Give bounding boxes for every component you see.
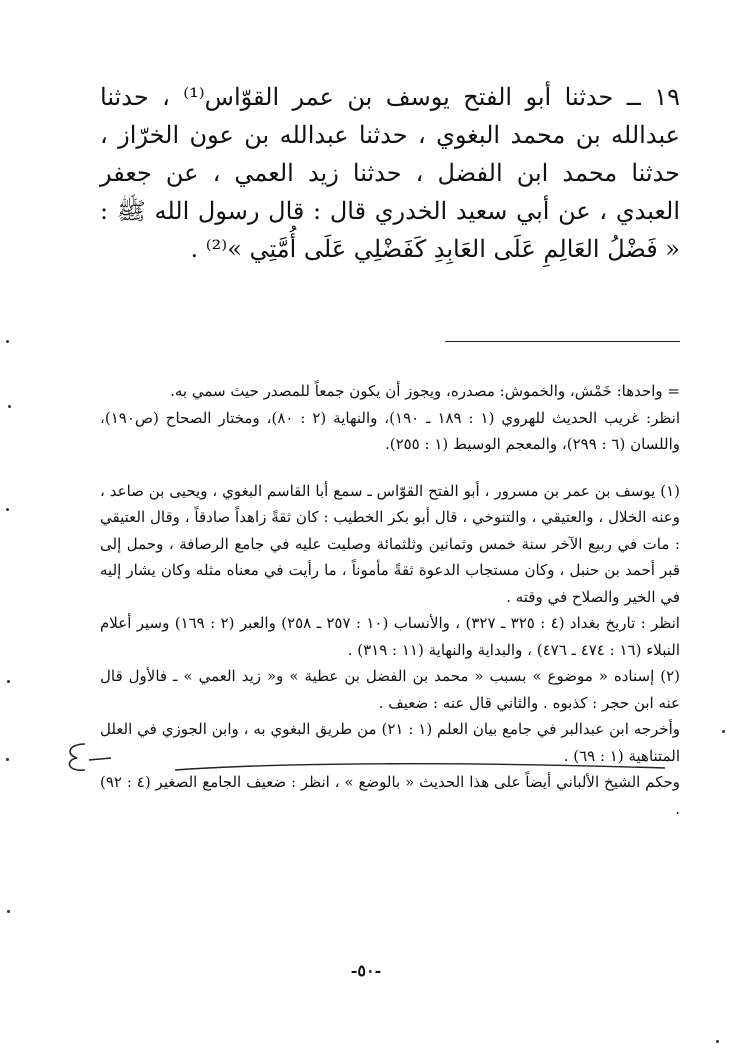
margin-speck [722,730,725,733]
footnote-gap [100,458,680,478]
margin-speck [7,680,10,683]
margin-speck [7,910,10,913]
hadith-text [100,78,680,268]
margin-speck [6,340,9,343]
footnote-continuation: = واحدها: خَمْش، والخموش: مصدره، ويجوز أن يكون جمعاً للمصدر حيث سمي به. [170,382,680,400]
margin-speck [8,405,11,408]
margin-speck [6,758,9,761]
margin-speck [6,508,9,511]
footnote-1-sources: انظر : تاريخ بغداد (٤ : ٣٢٥ ـ ٣٢٧) ، والأنساب (١٠ : ٢٥٧ ـ ٢٥٨) والعبر (٢ : ١٦٩) وسير أعلام النبلاء (١٦ : ٤٧٤ ـ ٤٧٦) ، والبداية والنهاية (١١ : ٣١٩) . [100,614,680,659]
hadith-paragraph: ١٩ ــ حدثنا أبو الفتح يوسف بن عمر القوّاس⁽¹⁾ ، حدثنا عبدالله بن محمد البغوي ، حدثنا عبدالله بن عون الخرّاز ، حدثنا محمد ابن الفضل ، حدثنا زيد العمي ، عن جعفر العبدي ، عن أبي سعيد الخدري قال : قال رسول الله ﷺ : « فَضْلُ العَالِمِ عَلَى العَابِدِ كَفَضْلِي عَلَى أُمَّتِي »⁽²⁾ . [100,83,681,263]
handwritten-margin-mark [55,738,115,778]
footnote-separator [445,341,680,342]
footnote-2: (٢) إسناده « موضوع » بسبب « محمد بن الفضل بن عطية » و« زيد العمي » ـ فالأول قال عنه ابن حجر : كذبوه . والثاني قال عنه : ضعيف . [100,667,680,712]
footnote-2-albani: وحكم الشيخ الألباني أيضاً على هذا الحديث « بالوضع » ، انظر : ضعيف الجامع الصغير (٤ : ٩٢) . [100,773,680,818]
footnote-1: (١) يوسف بن عمر بن مسرور ، أبو الفتح القوّاس ـ سمع أبا القاسم البغوي ، ويحيى بن صاعد ، وعنه الخلال ، والعتيقي ، والتنوخي ، قال أبو بكر الخطيب : كان ثقةً زاهداً صادقاً ، وقال العتيقي : مات في ربيع الآخر سنة خمس وثمانين وثلثمائة وصليت عليه في جامع الرصافة ، وحمل إلى قبر أحمد بن حنبل ، وكان مستجاب الدعوة ثقةً مأموناً ، ما رأيت في معناه مثله وكان يشار إليه في الخير والصلاح في وقته . [100,481,680,606]
footnotes [100,378,680,822]
margin-speck [716,1040,719,1043]
page-number: -٥٠- [350,961,382,980]
footnote-sources: انظر: غريب الحديث للهروي (١ : ١٨٩ ـ ١٩٠)، والنهاية (٢ : ٨٠)، ومختار الصحاح (ص١٩٠)، واللسان (٦ : ٢٩٩)، والمعجم الوسيط (١ : ٢٥٥). [100,408,681,453]
footnote-2-takhrij: وأخرجه ابن عبدالبر في جامع بيان العلم (١ : ٢١) من طريق البغوي به ، وابن الجوزي في العلل المتناهية (١ : ٦٩) . [100,720,681,765]
handwritten-underline [170,758,670,778]
